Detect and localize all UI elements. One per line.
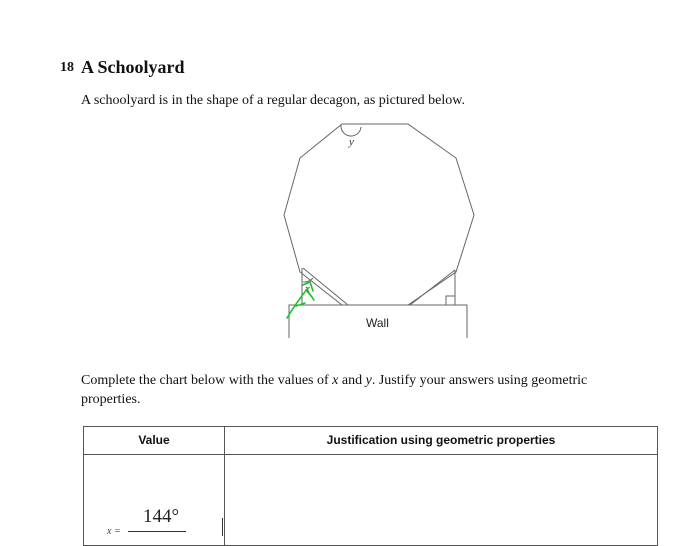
angle-y-arc [341, 125, 361, 136]
angle-y-label: y [349, 136, 354, 148]
question-title: A Schoolyard [81, 57, 185, 77]
justification-column-header: Justification using geometric properties [326, 433, 556, 447]
question-intro: A schoolyard is in the shape of a regular decagon, as pictured below. [81, 93, 465, 108]
x-answer-value[interactable]: 144° [143, 506, 180, 527]
answer-chart [83, 426, 658, 546]
right-angle-marker [446, 296, 455, 305]
angle-x-label: x [305, 283, 310, 295]
right-construction-line [410, 270, 455, 305]
justification-cursor-mark [222, 518, 223, 536]
question-number: 18 [60, 60, 74, 75]
wall-label: Wall [366, 316, 389, 330]
value-column-header: Value [138, 433, 170, 447]
x-answer-underline [128, 531, 186, 532]
green-annotation-mark [287, 282, 314, 318]
x-answer-prefix: x = [107, 526, 121, 537]
chart-instructions: Complete the chart below with the values of x and y. Justify your answers using geometric properties. [81, 373, 588, 407]
